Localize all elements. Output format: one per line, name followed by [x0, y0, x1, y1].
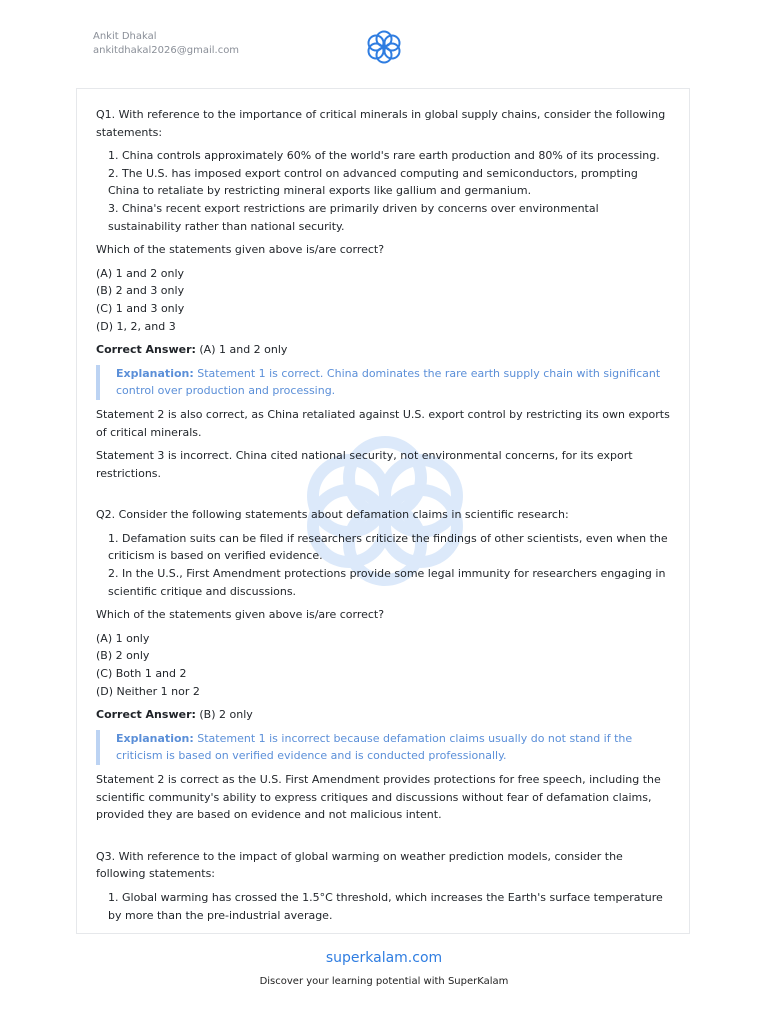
answer-value: (A) 1 and 2 only: [199, 343, 288, 357]
explanation-note: Statement 2 is also correct, as China retaliated against U.S. export control by restricting its own exports of critical minerals.: [96, 407, 670, 439]
explanation-text: Statement 1 is correct. China dominates the rare earth supply chain with significant control over production and processing.: [116, 366, 661, 398]
explanation: [96, 365, 670, 400]
correct-answer: [96, 341, 670, 359]
explanation-text: Statement 1 is incorrect because defamation claims usually do not stand if the criticism is based on verified evidence and is conducted professionally.: [116, 731, 633, 763]
site-link[interactable]: superkalam.com: [325, 950, 443, 966]
author-name: Ankit Dhakal: [93, 31, 157, 42]
option-list: [96, 265, 670, 335]
header: [93, 30, 239, 58]
question-3: [96, 848, 670, 924]
question-prompt: Which of the statements given above is/are correct?: [96, 243, 385, 257]
answer-label: Correct Answer:: [96, 343, 196, 357]
statement-list: [96, 147, 670, 235]
option: (B) 2 only: [96, 649, 150, 663]
option: (D) 1, 2, and 3: [96, 319, 176, 333]
option: (C) Both 1 and 2: [96, 667, 187, 681]
statement: 3. China's recent export restrictions are primarily driven by concerns over environmental sustainability rather than national security.: [108, 201, 599, 233]
flower-of-life-icon: [362, 27, 406, 67]
option: (D) Neither 1 nor 2: [96, 684, 200, 698]
tagline: Discover your learning potential with SuperKalam: [259, 976, 509, 987]
option: (C) 1 and 3 only: [96, 301, 185, 315]
option: (A) 1 only: [96, 631, 150, 645]
question-prompt: Which of the statements given above is/are correct?: [96, 608, 385, 622]
content: [96, 106, 670, 930]
statement-list: [96, 889, 670, 924]
answer-label: Correct Answer:: [96, 708, 196, 722]
correct-answer: [96, 706, 670, 724]
answer-value: (B) 2 only: [199, 708, 253, 722]
statement: 1. China controls approximately 60% of the world's rare earth production and 80% of its processing.: [108, 149, 660, 163]
explanation-label: Explanation:: [116, 731, 194, 745]
explanation: [96, 730, 670, 765]
explanation-note: Statement 3 is incorrect. China cited national security, not environmental concerns, for its export restrictions.: [96, 449, 633, 480]
question-text: Q2. Consider the following statements about defamation claims in scientific research:: [96, 508, 569, 522]
statement: 2. In the U.S., First Amendment protections provide some legal immunity for researchers engaging in scientific critique and discussions.: [108, 567, 666, 598]
question-text: Q1. With reference to the importance of critical minerals in global supply chains, consider the following statements:: [96, 108, 666, 139]
option: (A) 1 and 2 only: [96, 266, 185, 280]
option: (B) 2 and 3 only: [96, 284, 185, 298]
question-2: [96, 506, 670, 824]
question-1: [96, 106, 670, 482]
statement-list: [96, 530, 670, 600]
statement: 1. Defamation suits can be filed if researchers criticize the findings of other scientists, even when the criticism is based on verified evidence.: [108, 531, 668, 563]
statement: 1. Global warming has crossed the 1.5°C threshold, which increases the Earth's surface temperature by more than the pre-industrial average.: [108, 890, 663, 922]
question-text: Q3. With reference to the impact of global warming on weather prediction models, consider the following statements:: [96, 849, 623, 881]
explanation-note: Statement 2 is correct as the U.S. First Amendment provides protections for free speech, including the scientific community's ability to express critiques and discussions without fear of defamation claims, provided they are based on evidence and not malicious intent.: [96, 773, 661, 822]
author-email: ankitdhakal2026@gmail.com: [93, 45, 240, 56]
option-list: [96, 630, 670, 700]
statement: 2. The U.S. has imposed export control on advanced computing and semiconductors, prompting China to retaliate by restricting mineral exports like gallium and germanium.: [108, 166, 638, 198]
question-card: [76, 88, 690, 934]
explanation-label: Explanation:: [116, 366, 194, 380]
